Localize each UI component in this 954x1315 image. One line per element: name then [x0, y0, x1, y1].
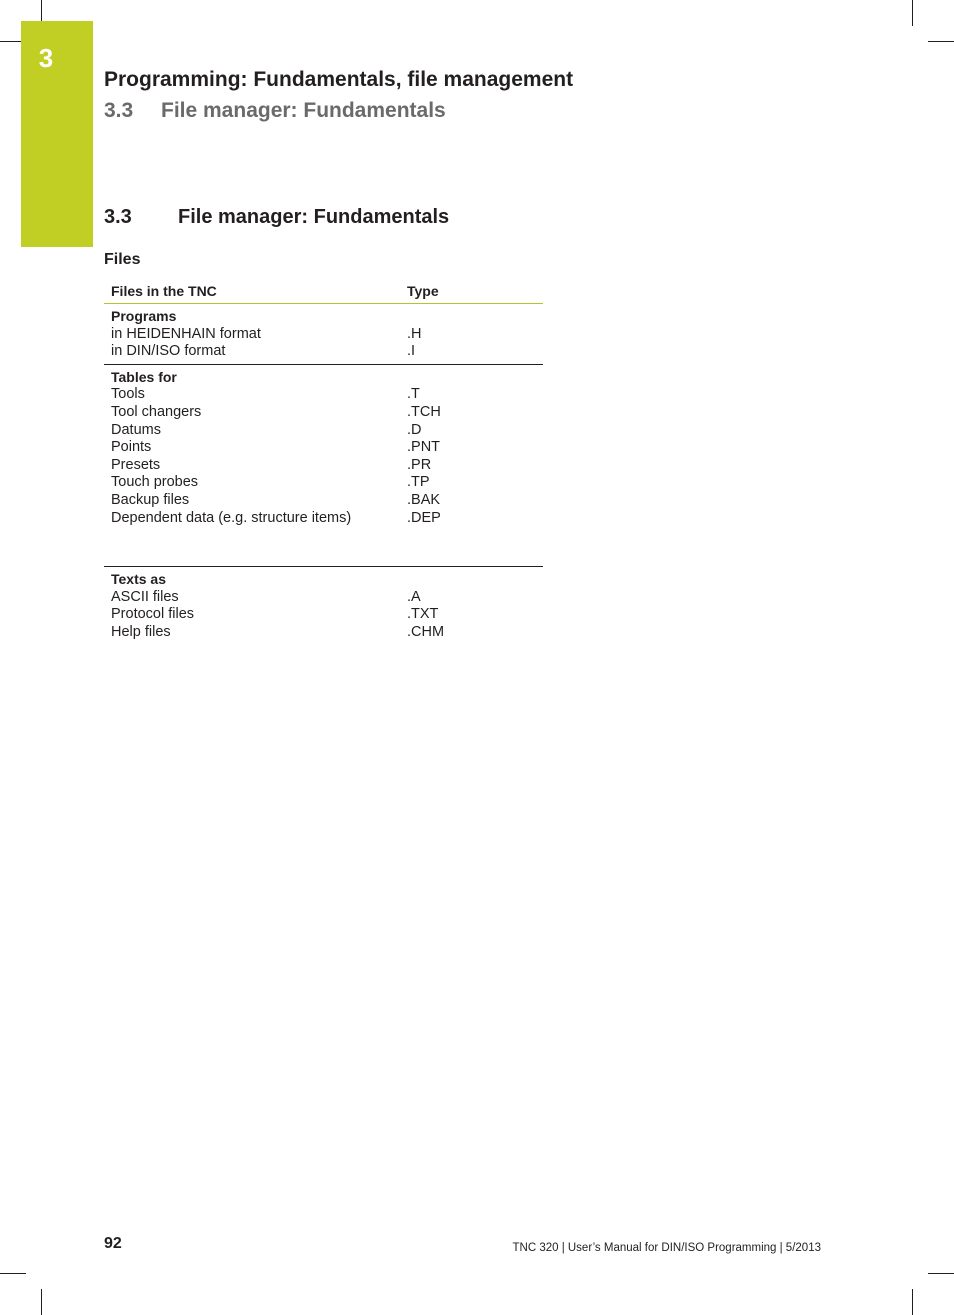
group-title: Programs — [111, 308, 177, 324]
table-row — [104, 510, 543, 528]
file-extension: .T — [407, 386, 420, 403]
table-group-tables — [104, 365, 543, 567]
section-number: 3.3 — [104, 206, 132, 228]
file-description: Presets — [111, 456, 161, 473]
table-row — [104, 589, 543, 607]
crop-mark — [928, 41, 954, 42]
table-row — [104, 422, 543, 440]
file-description: Help files — [111, 623, 171, 640]
table-row — [104, 457, 543, 475]
table-row — [104, 624, 543, 642]
chapter-number: 3 — [38, 43, 54, 73]
file-description: Touch probes — [111, 474, 199, 491]
file-extension: .I — [407, 343, 416, 360]
file-description: Dependent data (e.g. structure items) — [111, 509, 352, 526]
page-number: 92 — [104, 1235, 122, 1252]
file-description: Protocol files — [111, 606, 195, 623]
file-description: in HEIDENHAIN format — [111, 325, 261, 342]
file-extension: .PR — [407, 456, 432, 473]
table-row — [104, 386, 543, 404]
group-title: Tables for — [111, 368, 177, 385]
file-description: Points — [111, 439, 152, 456]
running-header-title: Programming: Fundamentals, file management — [104, 68, 574, 91]
table-row — [104, 343, 543, 361]
file-types-table — [104, 280, 543, 642]
running-section-title: File manager: Fundamentals — [161, 99, 446, 122]
file-extension: .BAK — [407, 491, 441, 508]
section-heading — [104, 206, 449, 229]
group-title: Texts as — [111, 571, 166, 588]
table-row — [104, 474, 543, 492]
file-description: Tools — [111, 386, 145, 403]
crop-mark — [912, 1289, 913, 1315]
file-description: ASCII files — [111, 588, 179, 605]
file-extension: .TCH — [407, 403, 441, 420]
file-description: Datums — [111, 421, 161, 438]
table-group-programs — [104, 304, 543, 365]
crop-mark — [912, 0, 913, 26]
file-extension: .D — [407, 421, 422, 438]
file-description: in DIN/ISO format — [111, 343, 226, 360]
file-extension: .TP — [407, 474, 430, 491]
file-extension: .DEP — [407, 509, 441, 526]
running-section-number: 3.3 — [104, 99, 134, 122]
header-type: Type — [407, 282, 439, 299]
table-row — [104, 439, 543, 457]
crop-mark — [0, 1273, 26, 1274]
table-row — [104, 326, 543, 344]
header-files-in-tnc: Files in the TNC — [111, 282, 217, 299]
file-extension: .PNT — [407, 439, 441, 456]
file-extension: .CHM — [407, 623, 445, 640]
file-extension: .TXT — [407, 606, 439, 623]
table-row — [104, 606, 543, 624]
crop-mark — [928, 1273, 954, 1274]
crop-mark — [41, 1289, 42, 1315]
table-group-texts — [104, 567, 543, 641]
file-extension: .A — [407, 588, 421, 605]
file-extension: .H — [407, 325, 422, 342]
file-description: Tool changers — [111, 403, 202, 420]
footer-text: TNC 320 | User’s Manual for DIN/ISO Programming | 5/2013 — [512, 1242, 821, 1254]
section-title: File manager: Fundamentals — [178, 206, 450, 228]
files-subheading: Files — [104, 251, 141, 268]
running-header-section — [104, 99, 446, 123]
table-row — [104, 492, 543, 510]
file-description: Backup files — [111, 491, 190, 508]
table-row — [104, 404, 543, 422]
table-header — [104, 280, 543, 304]
